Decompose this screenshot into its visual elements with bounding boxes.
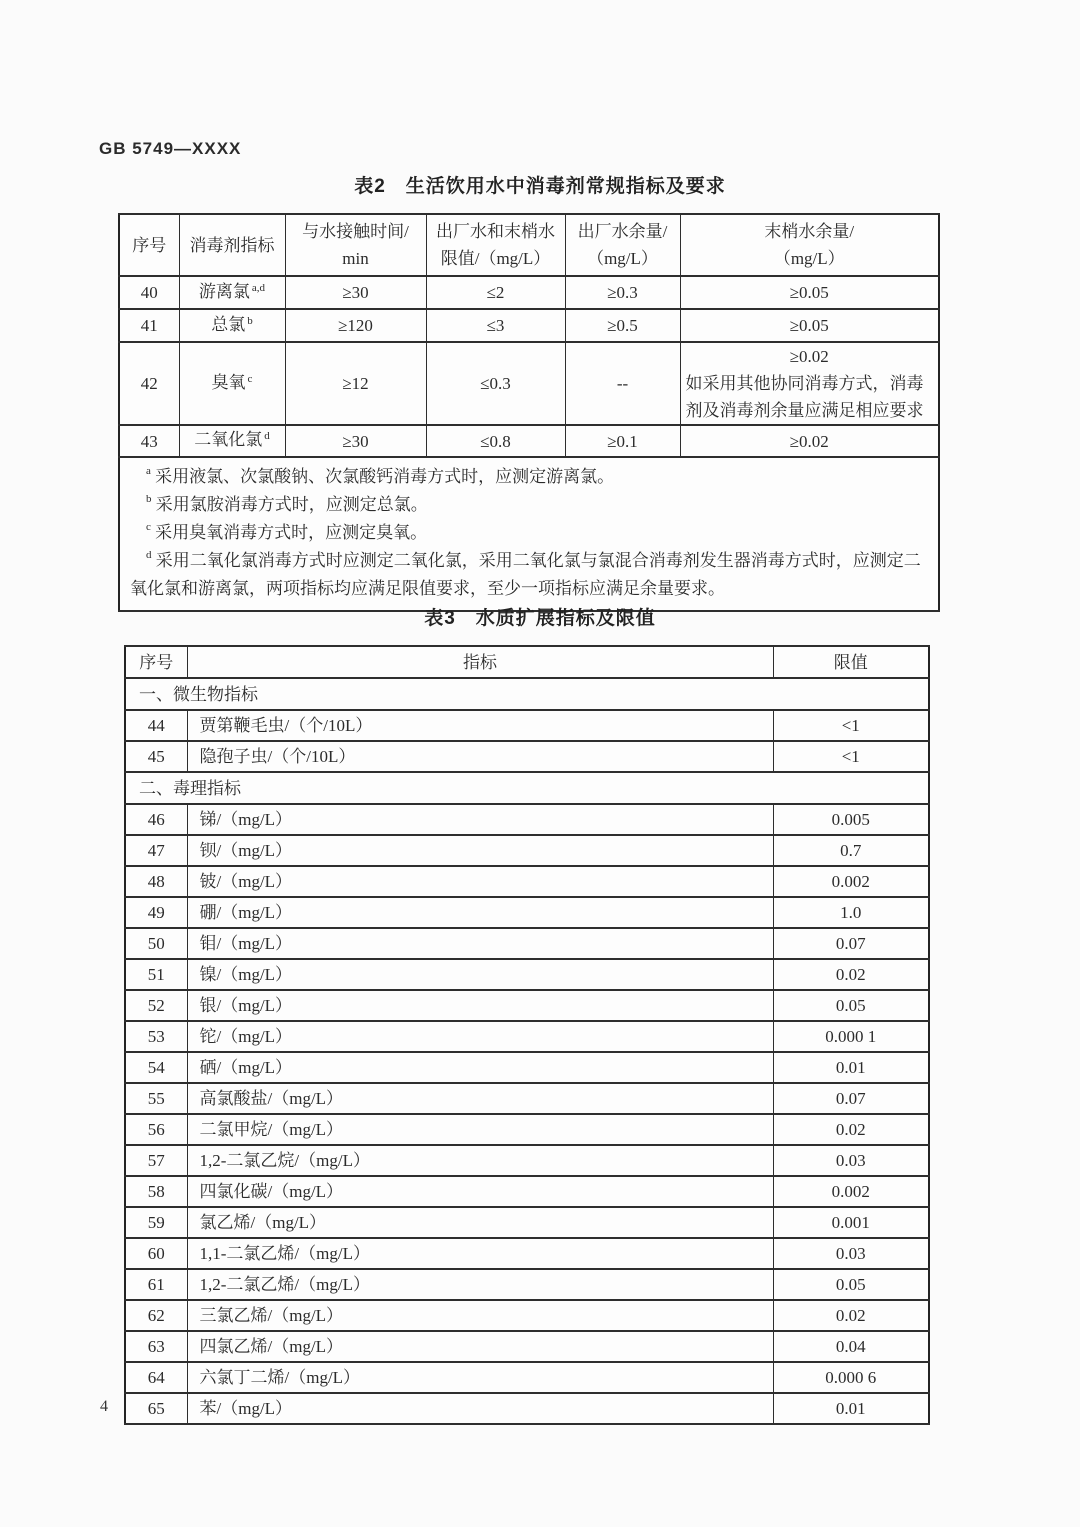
header-cell-contact-time: 与水接触时间/ min (285, 214, 426, 276)
limit-value-cell: 1.0 (773, 897, 929, 928)
tap-residual-cell: ≥0.02 (680, 425, 939, 457)
indicator-cell: 四氯乙烯/（mg/L） (187, 1331, 773, 1362)
indicator-cell: 贾第鞭毛虫/（个/10L） (187, 710, 773, 741)
row-number-cell: 45 (125, 741, 187, 772)
tap-residual-note: 如采用其他协同消毒方式，消毒剂及消毒剂余量应满足相应要求 (685, 374, 924, 420)
footnote-c (130, 519, 928, 547)
limit-value-cell: 0.03 (773, 1238, 929, 1269)
page-number: 4 (100, 1398, 108, 1415)
limit-value-cell: 0.02 (773, 959, 929, 990)
contact-time-cell: ≥120 (285, 309, 426, 342)
indicator-cell: 镍/（mg/L） (187, 959, 773, 990)
limit-value-cell: 0.02 (773, 1114, 929, 1145)
footnote-text: 采用臭氧消毒方式时，应测定臭氧。 (155, 523, 428, 542)
table2-row-41 (119, 309, 939, 342)
table3-data-row (125, 1207, 929, 1238)
table3-header-row (125, 646, 929, 678)
header-cell-seq: 序号 (125, 646, 187, 678)
limit-value-cell: 0.000 1 (773, 1021, 929, 1052)
table3-data-row (125, 1114, 929, 1145)
indicator-cell: 硼/（mg/L） (187, 897, 773, 928)
table3-data-row (125, 866, 929, 897)
indicator-cell: 钼/（mg/L） (187, 928, 773, 959)
header-cell-limit: 限值 (773, 646, 929, 678)
row-number-cell: 56 (125, 1114, 187, 1145)
row-number-cell: 51 (125, 959, 187, 990)
limit-cell: ≤0.8 (426, 425, 565, 457)
indicator-cell: 铊/（mg/L） (187, 1021, 773, 1052)
header-label: 出厂水余量/ (577, 222, 668, 241)
table3-section-row (125, 678, 929, 710)
indicator-cell: 二氯甲烷/（mg/L） (187, 1114, 773, 1145)
disinfectant-name-cell: 总氯 $^b$ (179, 309, 285, 342)
row-number-cell: 53 (125, 1021, 187, 1052)
footnote-text: 采用二氧化氯消毒方式时应测定二氧化氯，采用二氧化氯与氯混合消毒剂发生器消毒方式时，应测定二氧化氯和游离氯，两项指标均应满足限值要求，至少一项指标应满足余量要求。 (130, 551, 921, 598)
table3-data-row (125, 1145, 929, 1176)
row-number-cell: 41 (119, 309, 179, 342)
limit-cell: ≤2 (426, 276, 565, 309)
limit-value-cell: 0.002 (773, 866, 929, 897)
row-number-cell: 54 (125, 1052, 187, 1083)
indicator-cell: 隐孢子虫/（个/10L） (187, 741, 773, 772)
header-cell-seq (119, 214, 179, 276)
row-number-cell: 49 (125, 897, 187, 928)
factory-residual-cell: ≥0.3 (565, 276, 680, 309)
header-cell-indicator: 指标 (187, 646, 773, 678)
row-number-cell: 42 (119, 342, 179, 425)
table2-footnotes-row (119, 457, 939, 611)
row-number-cell: 65 (125, 1393, 187, 1424)
contact-time-cell: ≥12 (285, 342, 426, 425)
footnote-ref: c (247, 372, 253, 385)
footnote-ref: d (264, 430, 270, 442)
limit-value-cell: 0.03 (773, 1145, 929, 1176)
table3-data-row (125, 990, 929, 1021)
table2-row-43 (119, 425, 939, 457)
limit-value-cell: 0.01 (773, 1052, 929, 1083)
row-number-cell: 62 (125, 1300, 187, 1331)
table3-data-row (125, 1083, 929, 1114)
limit-value-cell: 0.001 (773, 1207, 929, 1238)
tap-residual-value: ≥0.02 (789, 347, 829, 366)
indicator-cell: 氯乙烯/（mg/L） (187, 1207, 773, 1238)
indicator-cell: 苯/（mg/L） (187, 1393, 773, 1424)
table3-data-row (125, 1331, 929, 1362)
row-number-cell: 46 (125, 804, 187, 835)
contact-time-cell: ≥30 (285, 425, 426, 457)
table3-data-row (125, 710, 929, 741)
indicator-cell: 银/（mg/L） (187, 990, 773, 1021)
section-label: 一、微生物指标 (125, 678, 929, 710)
indicator-cell: 1,1-二氯乙烯/（mg/L） (187, 1238, 773, 1269)
footnote-marker: c (146, 521, 151, 534)
section-label: 二、毒理指标 (125, 772, 929, 804)
row-number-cell: 63 (125, 1331, 187, 1362)
header-label: 与水接触时间/ (302, 222, 409, 241)
indicator-cell: 铍/（mg/L） (187, 866, 773, 897)
header-cell-disinfectant (179, 214, 285, 276)
limit-value-cell: <1 (773, 741, 929, 772)
limit-value-cell: 0.002 (773, 1176, 929, 1207)
footnote-ref: b (247, 314, 253, 327)
table3-body (125, 678, 929, 1424)
disinfectant-name-cell: 臭氧 $^c$ (179, 342, 285, 425)
row-number-cell: 58 (125, 1176, 187, 1207)
header-cell-tap-residual: 末梢水余量/ （mg/L） (680, 214, 939, 276)
header-label: 出厂水和末梢水 (436, 222, 555, 241)
header-cell-factory-residual: 出厂水余量/ （mg/L） (565, 214, 680, 276)
limit-cell: ≤3 (426, 309, 565, 342)
limit-value-cell: 0.000 6 (773, 1362, 929, 1393)
row-number-cell: 52 (125, 990, 187, 1021)
tap-residual-cell: ≥0.05 (680, 276, 939, 309)
footnote-marker: d (146, 549, 152, 562)
row-number-cell: 60 (125, 1238, 187, 1269)
row-number-cell: 50 (125, 928, 187, 959)
footnote-text: 采用液氯、次氯酸钠、次氯酸钙消毒方式时，应测定游离氯。 (155, 467, 615, 486)
factory-residual-cell: ≥0.5 (565, 309, 680, 342)
footnote-marker: a (146, 465, 151, 478)
limit-value-cell: 0.7 (773, 835, 929, 866)
indicator-cell: 四氯化碳/（mg/L） (187, 1176, 773, 1207)
header-label: 序号 (132, 235, 167, 255)
limit-value-cell: 0.05 (773, 990, 929, 1021)
limit-value-cell: 0.07 (773, 1083, 929, 1114)
limit-value-cell: 0.005 (773, 804, 929, 835)
limit-value-cell: 0.01 (773, 1393, 929, 1424)
indicator-cell: 三氯乙烯/（mg/L） (187, 1300, 773, 1331)
footnote-text: 采用氯胺消毒方式时，应测定总氯。 (155, 495, 428, 514)
row-number-cell: 48 (125, 866, 187, 897)
factory-residual-cell: ≥0.1 (565, 425, 680, 457)
row-number-cell: 57 (125, 1145, 187, 1176)
table3-extended-indicators (124, 645, 930, 1425)
footnote-b (130, 491, 928, 519)
table3-data-row (125, 1362, 929, 1393)
footnote-d (130, 547, 928, 603)
limit-value-cell: 0.04 (773, 1331, 929, 1362)
table3-section-row (125, 772, 929, 804)
table3-data-row (125, 1176, 929, 1207)
footnote-marker: b (146, 493, 152, 506)
table3-data-row (125, 1021, 929, 1052)
table3-data-row (125, 1052, 929, 1083)
header-label: 消毒剂指标 (189, 235, 275, 255)
table2-header-row (119, 214, 939, 276)
table3-data-row (125, 1269, 929, 1300)
disinfectant-name-cell: 二氧化氯 $^d$ (179, 425, 285, 457)
table2-disinfectant-indicators (118, 213, 940, 612)
limit-value-cell: 0.07 (773, 928, 929, 959)
table3-data-row (125, 1238, 929, 1269)
limit-value-cell: <1 (773, 710, 929, 741)
row-number-cell: 40 (119, 276, 179, 309)
indicator-cell: 硒/（mg/L） (187, 1052, 773, 1083)
indicator-cell: 高氯酸盐/（mg/L） (187, 1083, 773, 1114)
indicator-cell: 1,2-二氯乙烯/（mg/L） (187, 1269, 773, 1300)
footnote-ref: a,d (251, 281, 266, 294)
footnote-a (130, 463, 928, 491)
indicator-cell: 锑/（mg/L） (187, 804, 773, 835)
table2-title: 表2 生活饮用水中消毒剂常规指标及要求 (354, 176, 726, 197)
footnotes-cell (119, 457, 939, 611)
table3-data-row (125, 804, 929, 835)
table3-data-row (125, 835, 929, 866)
table3-title: 表3 水质扩展指标及限值 (424, 608, 656, 629)
standard-code: GB 5749—XXXX (99, 139, 242, 158)
tap-residual-cell (680, 342, 939, 425)
disinfectant-name-cell: 游离氯 $^{a,d}$ (179, 276, 285, 309)
limit-value-cell: 0.05 (773, 1269, 929, 1300)
indicator-cell: 钡/（mg/L） (187, 835, 773, 866)
row-number-cell: 43 (119, 425, 179, 457)
table3-data-row (125, 1393, 929, 1424)
factory-residual-cell: -- (565, 342, 680, 425)
indicator-cell: 1,2-二氯乙烷/（mg/L） (187, 1145, 773, 1176)
table3-data-row (125, 959, 929, 990)
row-number-cell: 64 (125, 1362, 187, 1393)
table3-data-row (125, 897, 929, 928)
contact-time-cell: ≥30 (285, 276, 426, 309)
limit-cell: ≤0.3 (426, 342, 565, 425)
indicator-cell: 六氯丁二烯/（mg/L） (187, 1362, 773, 1393)
limit-value-cell: 0.02 (773, 1300, 929, 1331)
header-label: 末梢水余量/ (764, 222, 855, 241)
table3-data-row (125, 928, 929, 959)
row-number-cell: 44 (125, 710, 187, 741)
table3-data-row (125, 741, 929, 772)
table2-row-42 (119, 342, 939, 425)
row-number-cell: 55 (125, 1083, 187, 1114)
tap-residual-cell: ≥0.05 (680, 309, 939, 342)
row-number-cell: 47 (125, 835, 187, 866)
row-number-cell: 59 (125, 1207, 187, 1238)
header-cell-limit: 出厂水和末梢水 限值/（mg/L） (426, 214, 565, 276)
table3-data-row (125, 1300, 929, 1331)
row-number-cell: 61 (125, 1269, 187, 1300)
table2-row-40 (119, 276, 939, 309)
